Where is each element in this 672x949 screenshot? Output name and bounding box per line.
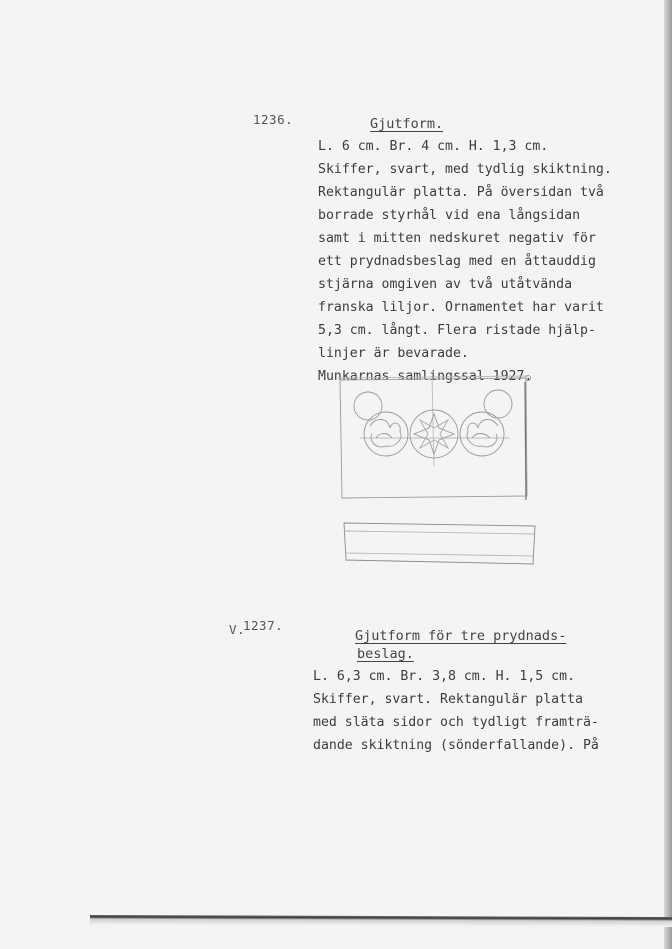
entry-1236-line: borrade styrhål vid ena långsidan (318, 208, 581, 223)
page-bottom-edge (90, 915, 672, 927)
entry-1237-line: L. 6,3 cm. Br. 3,8 cm. H. 1,5 cm. (313, 669, 576, 684)
mould-sketch (330, 368, 545, 573)
entry-mark-1237: V. (229, 622, 246, 637)
entry-1236-line: linjer är bevarade. (318, 346, 469, 361)
entry-1236-line: ett prydnadsbeslag med en åttauddig (318, 254, 596, 269)
entry-number-1236: 1236. (253, 112, 294, 127)
entry-title-1236: Gjutform. (370, 116, 444, 132)
entry-title-1237-line1: Gjutform för tre prydnads- (355, 628, 567, 644)
entry-1236-line: franska liljor. Ornamentet har varit (318, 300, 604, 315)
entry-1237-line: Skiffer, svart. Rektangulär platta (313, 692, 583, 707)
entry-number-1237: 1237. (243, 618, 284, 633)
entry-1237-line: dande skiktning (sönderfallande). På (313, 738, 599, 753)
entry-1237-line: med släta sidor och tydligt framträ- (313, 715, 599, 730)
entry-1236-line: Munkarnas samlingssal 1927. (318, 369, 533, 384)
entry-1236-line: samt i mitten nedskuret negativ för (318, 231, 596, 246)
entry-1236-line: stjärna omgiven av två utåtvända (318, 277, 573, 292)
entry-1236-line: Rektangulär platta. På översidan två (318, 185, 604, 200)
entry-1236-line: 5,3 cm. långt. Flera ristade hjälp- (318, 323, 596, 338)
entry-1236-line: L. 6 cm. Br. 4 cm. H. 1,3 cm. (318, 139, 549, 154)
page-edge-shadow (664, 0, 672, 949)
entry-1236-line: Skiffer, svart, med tydlig skiktning. (318, 162, 612, 177)
entry-title-1237-line2: beslag. (357, 646, 414, 662)
